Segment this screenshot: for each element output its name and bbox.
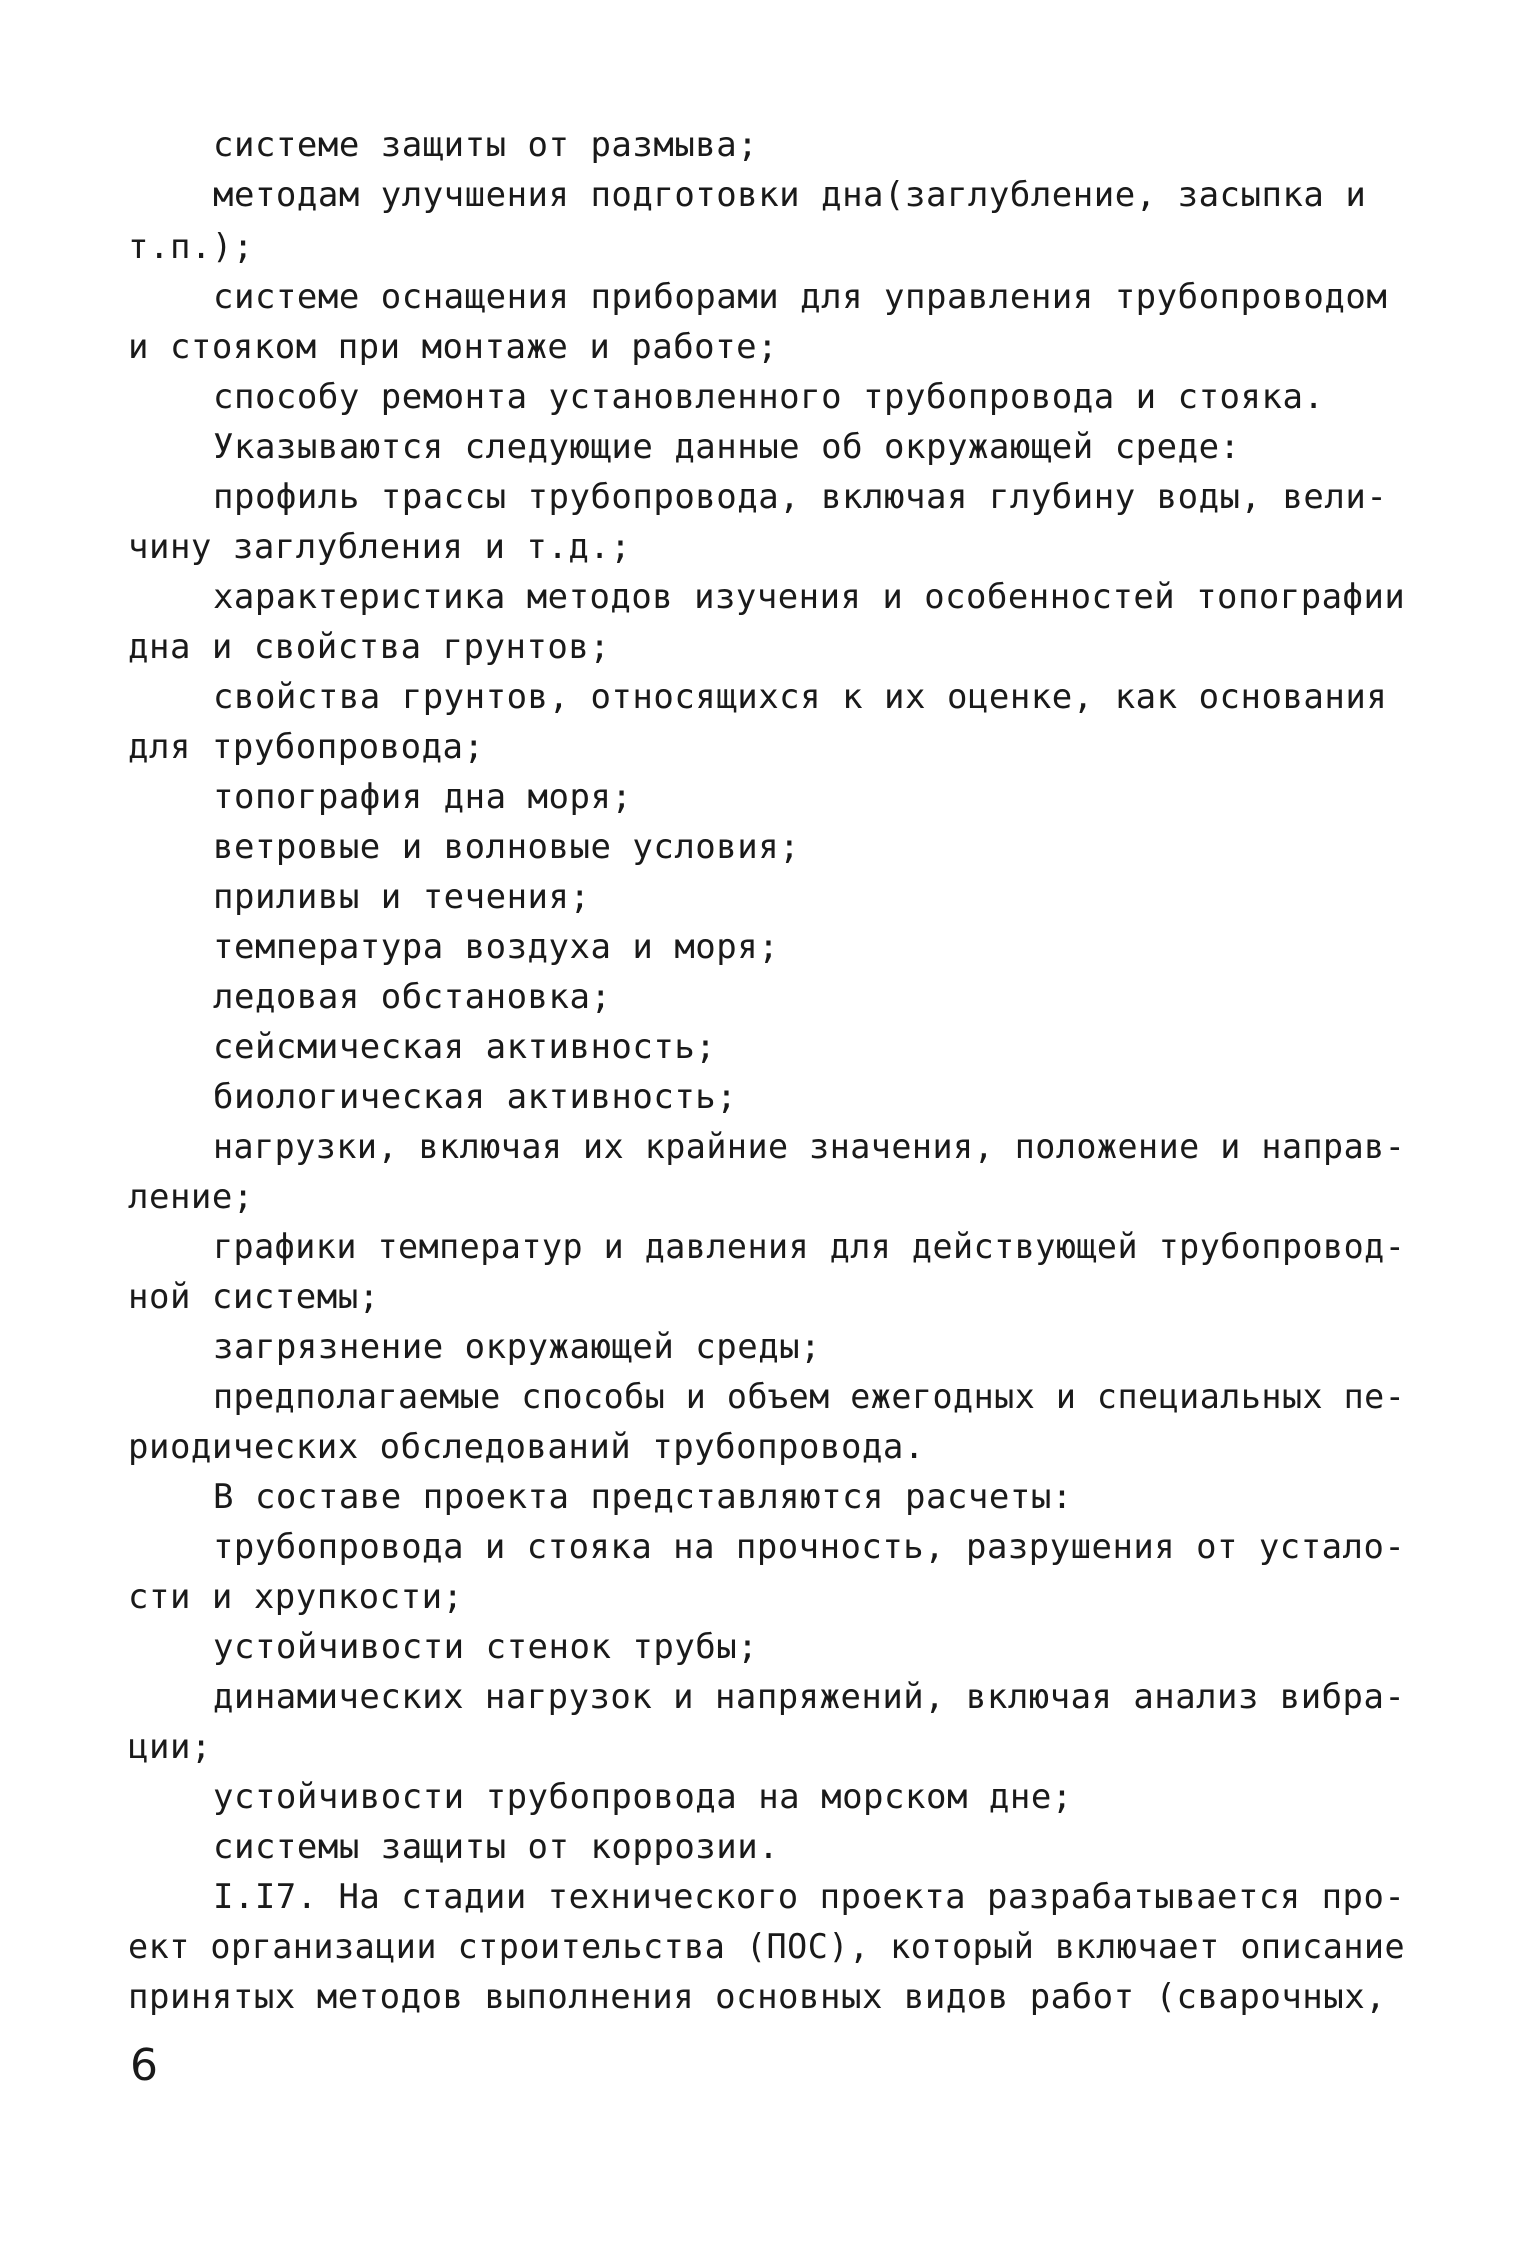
- text-line: профиль трассы трубопровода, включая глубину воды, вели-: [213, 477, 1388, 517]
- text-line: для трубопровода;: [128, 727, 485, 767]
- text-line: нагрузки, включая их крайние значения, положение и направ-: [213, 1127, 1406, 1167]
- text-line: устойчивости стенок трубы;: [213, 1627, 759, 1667]
- text-line: загрязнение окружающей среды;: [213, 1327, 822, 1367]
- text-line: риодических обследований трубопровода.: [128, 1427, 925, 1467]
- page-number: 6: [130, 2040, 159, 2091]
- text-line: ление;: [128, 1177, 254, 1217]
- text-line: способу ремонта установленного трубопровода и стояка.: [213, 377, 1325, 417]
- text-line: сти и хрупкости;: [128, 1577, 464, 1617]
- text-line: характеристика методов изучения и особенностей топографии: [213, 577, 1406, 617]
- text-line: ледовая обстановка;: [213, 977, 612, 1017]
- text-line: трубопровода и стояка на прочность, разрушения от устало-: [213, 1527, 1406, 1567]
- text-line: температура воздуха и моря;: [213, 927, 780, 967]
- text-line: биологическая активность;: [213, 1077, 738, 1117]
- text-line: предполагаемые способы и объем ежегодных и специальных пе-: [213, 1377, 1406, 1417]
- text-line: системе защиты от размыва;: [213, 125, 759, 165]
- text-line: В составе проекта представляются расчеты:: [213, 1477, 1073, 1517]
- text-line: ции;: [128, 1727, 212, 1767]
- text-line: ект организации строительства (ПОС), который включает описание: [128, 1927, 1406, 1967]
- text-line: сейсмическая активность;: [213, 1027, 717, 1067]
- text-line: системы защиты от коррозии.: [213, 1827, 780, 1867]
- text-line: графики температур и давления для действующей трубопровод-: [213, 1227, 1406, 1267]
- text-line: принятых методов выполнения основных видов работ (сварочных,: [128, 1977, 1387, 2017]
- text-line: т.п.);: [128, 227, 254, 267]
- text-line: дна и свойства грунтов;: [128, 627, 611, 667]
- text-line: приливы и течения;: [213, 877, 591, 917]
- text-line: свойства грунтов, относящихся к их оценке, как основания: [213, 677, 1388, 717]
- text-line: ветровые и волновые условия;: [213, 827, 801, 867]
- text-line: I.I7. На стадии технического проекта разрабатывается про-: [213, 1877, 1406, 1917]
- text-line: Указываются следующие данные об окружающей среде:: [213, 427, 1241, 467]
- text-line: ной системы;: [128, 1277, 380, 1317]
- text-line: и стояком при монтаже и работе;: [128, 327, 779, 367]
- text-line: чину заглубления и т.д.;: [128, 527, 632, 567]
- text-line: системе оснащения приборами для управления трубопроводом: [213, 277, 1388, 317]
- text-line: методам улучшения подготовки дна(заглубление, засыпка и: [213, 175, 1367, 215]
- text-line: топография дна моря;: [213, 777, 633, 817]
- text-line: устойчивости трубопровода на морском дне;: [213, 1777, 1073, 1817]
- text-line: динамических нагрузок и напряжений, включая анализ вибра-: [213, 1677, 1406, 1717]
